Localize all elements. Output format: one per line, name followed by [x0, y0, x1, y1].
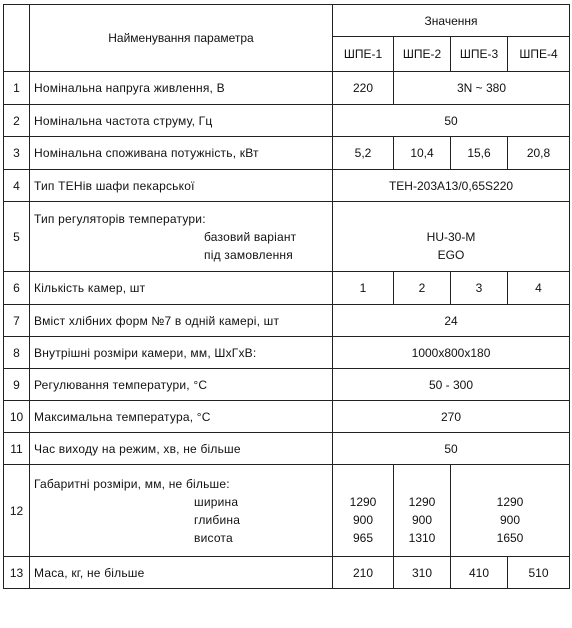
value-line: EGO [437, 247, 465, 262]
table-row [4, 369, 570, 401]
param-subitem: базовий варіант [204, 229, 297, 244]
value-cell: 270 [333, 401, 570, 433]
row-number: 13 [4, 557, 30, 589]
value-cell: 310 [394, 557, 451, 589]
value-cell: 1 [333, 272, 394, 305]
value-cell: 24 [333, 305, 570, 337]
value-cell: 50 [333, 433, 570, 465]
param-subitem: висота [194, 530, 233, 545]
value-line: 1310 [408, 530, 436, 545]
value-cell [333, 465, 394, 557]
value-line: 1290 [408, 494, 436, 509]
value-cell: 3 [451, 272, 508, 305]
value-line: HU-30-M [426, 229, 476, 244]
value-line: 1290 [349, 494, 377, 509]
specs-table [3, 4, 570, 589]
table-row [4, 557, 570, 589]
param-name [30, 202, 333, 272]
table-row [4, 401, 570, 433]
row-number: 7 [4, 305, 30, 337]
value-cell [451, 465, 570, 557]
table-row [4, 72, 570, 105]
row-number: 10 [4, 401, 30, 433]
param-name: Номінальна споживана потужність, кВт [30, 137, 333, 170]
value-cell: 410 [451, 557, 508, 589]
value-cell: 15,6 [451, 137, 508, 170]
row-number: 2 [4, 105, 30, 137]
param-name: Вміст хлібних форм №7 в одній камері, шт [30, 305, 333, 337]
param-name: Час виходу на режим, хв, не більше [30, 433, 333, 465]
table-row [4, 433, 570, 465]
value-line: 900 [352, 512, 374, 527]
param-name: Маса, кг, не більше [30, 557, 333, 589]
row-number: 9 [4, 369, 30, 401]
param-subitem: ширина [194, 494, 239, 509]
model-header: ШПЕ-2 [394, 37, 451, 72]
param-name: Тип ТЕНів шафи пекарської [30, 170, 333, 202]
param-name: Номінальна частота струму, Гц [30, 105, 333, 137]
value-cell: 2 [394, 272, 451, 305]
value-cell: 20,8 [508, 137, 570, 170]
value-cell [333, 202, 570, 272]
header-num-cell [4, 5, 30, 72]
value-cell: ТЕН-203А13/0,65S220 [333, 170, 570, 202]
param-title: Тип регуляторів температури: [34, 211, 206, 226]
value-cell: 50 - 300 [333, 369, 570, 401]
param-name: Кількість камер, шт [30, 272, 333, 305]
model-header: ШПЕ-4 [508, 37, 570, 72]
values-header: Значення [333, 5, 570, 37]
row-number: 12 [4, 465, 30, 557]
value-cell: 210 [333, 557, 394, 589]
model-header: ШПЕ-1 [333, 37, 394, 72]
value-cell: 10,4 [394, 137, 451, 170]
row-number: 11 [4, 433, 30, 465]
value-line: 1650 [496, 530, 524, 545]
table-row [4, 465, 570, 557]
value-cell: 1000x800x180 [333, 337, 570, 369]
table-row [4, 137, 570, 170]
table-row [4, 105, 570, 137]
value-cell: 220 [333, 72, 394, 105]
param-name: Внутрішні розміри камери, мм, ШхГхВ: [30, 337, 333, 369]
row-number: 3 [4, 137, 30, 170]
value-cell: 50 [333, 105, 570, 137]
table-row [4, 202, 570, 272]
param-name: Регулювання температури, °С [30, 369, 333, 401]
param-subitem: глибина [194, 512, 241, 527]
value-line: 965 [352, 530, 374, 545]
row-number: 4 [4, 170, 30, 202]
value-line: 900 [411, 512, 433, 527]
param-title: Габаритні розміри, мм, не більше: [34, 476, 230, 491]
row-number: 5 [4, 202, 30, 272]
param-subitem: під замовлення [204, 247, 293, 262]
row-number: 8 [4, 337, 30, 369]
value-cell: 4 [508, 272, 570, 305]
table-row [4, 337, 570, 369]
table-row [4, 272, 570, 305]
model-header: ШПЕ-3 [451, 37, 508, 72]
row-number: 1 [4, 72, 30, 105]
row-number: 6 [4, 272, 30, 305]
value-cell [394, 465, 451, 557]
param-name [30, 465, 333, 557]
value-line: 900 [500, 512, 521, 527]
table-row [4, 170, 570, 202]
param-name: Номінальна напруга живлення, В [30, 72, 333, 105]
param-header: Найменування параметра [30, 5, 333, 72]
value-cell: 510 [508, 557, 570, 589]
value-line: 1290 [496, 494, 524, 509]
value-cell: 5,2 [333, 137, 394, 170]
param-name: Максимальна температура, °С [30, 401, 333, 433]
table-row [4, 305, 570, 337]
value-cell: 3N ~ 380 [394, 72, 570, 105]
